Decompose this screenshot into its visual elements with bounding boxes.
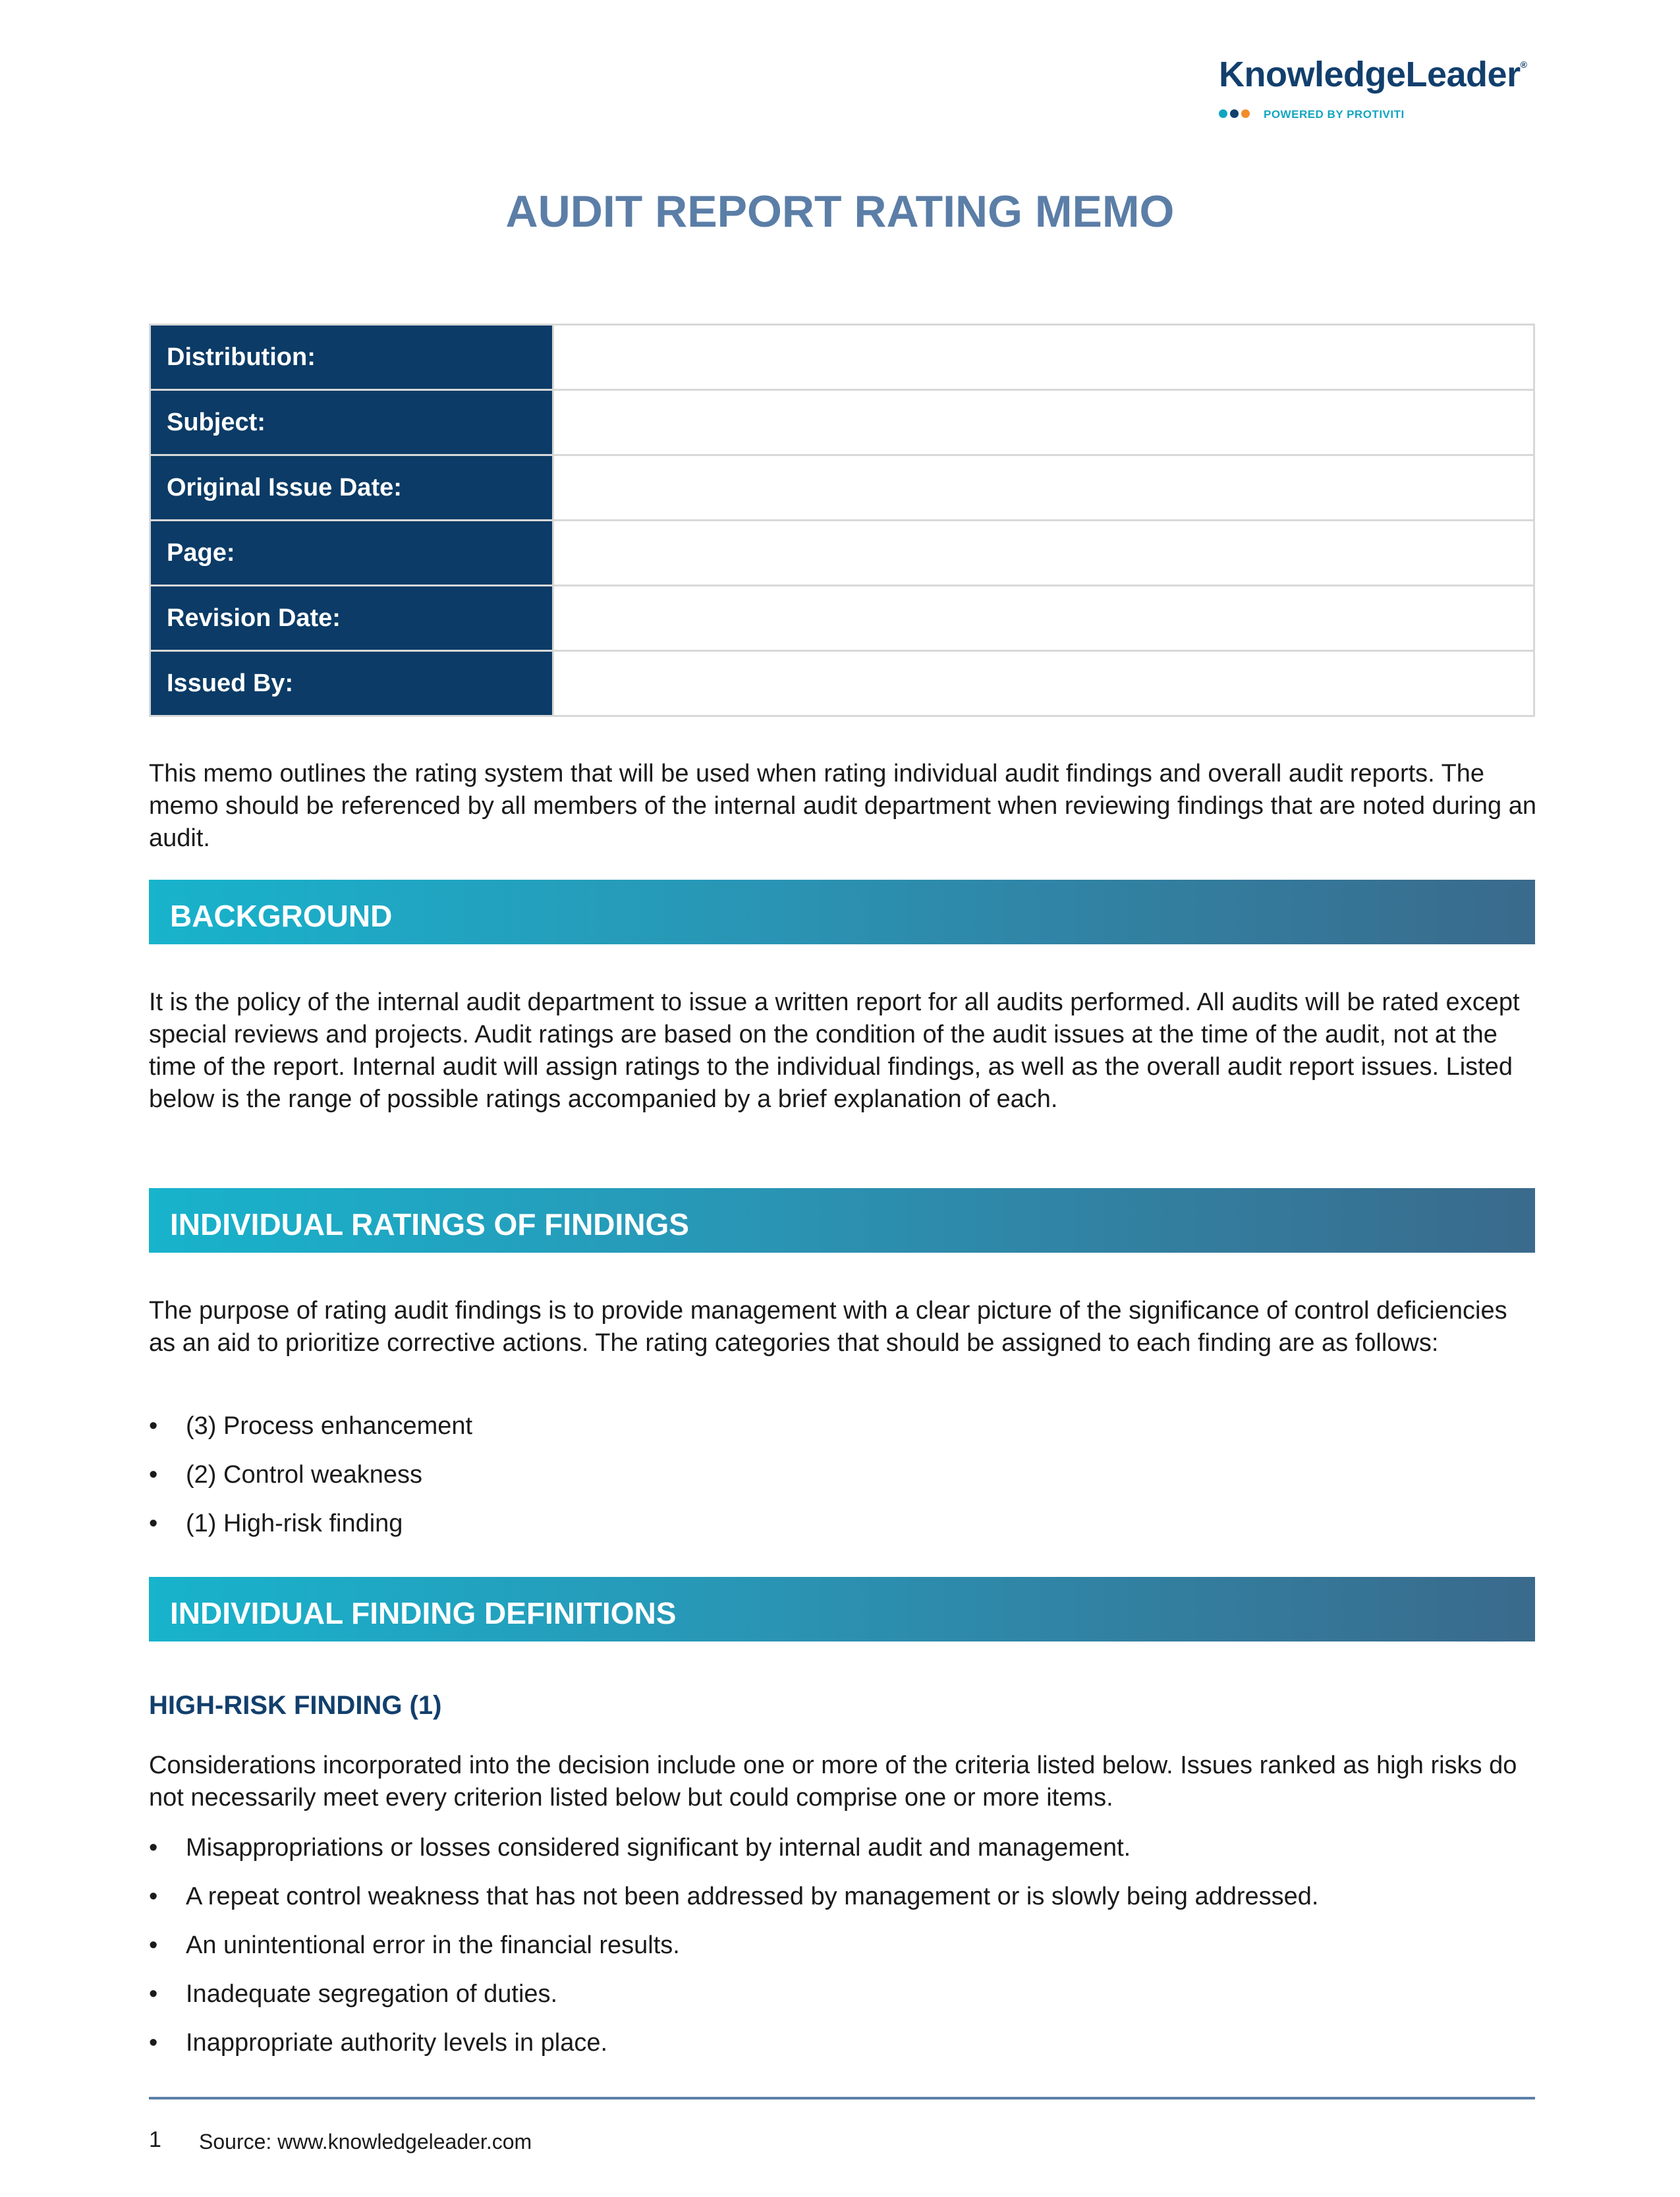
definitions-paragraph: Considerations incorporated into the decision include one or more of the criteria listed below. Issues ranked as high risks do not necessarily meet every criterion listed below but could comprise one or more items. <box>149 1752 1517 1812</box>
list-item: • Misappropriations or losses considered significant by internal audit and management. <box>149 1832 1539 1881</box>
logo-dot-navy <box>1230 109 1239 118</box>
section-heading-ratings: INDIVIDUAL RATINGS OF FINDINGS <box>149 1188 1535 1253</box>
list-item: • A repeat control weakness that has not been addressed by management or is slowly being addressed. <box>149 1881 1539 1929</box>
list-item: • An unintentional error in the financial results. <box>149 1929 1539 1978</box>
original-issue-date-field[interactable] <box>553 455 1534 521</box>
info-row-page <box>150 521 1534 586</box>
page-number: 1 <box>149 2127 161 2152</box>
logo-trademark: ® <box>1520 59 1527 70</box>
info-row-issued-by <box>150 651 1534 716</box>
info-row-revision-date <box>150 586 1534 651</box>
info-label: Subject: <box>150 390 553 455</box>
logo-dots-icon <box>1219 109 1250 118</box>
logo-dot-orange <box>1241 109 1250 118</box>
subheading-high-risk: HIGH-RISK FINDING (1) <box>149 1691 442 1720</box>
info-label: Original Issue Date: <box>150 455 553 521</box>
info-label: Revision Date: <box>150 586 553 651</box>
list-item: • Inappropriate authority levels in place. <box>149 2027 1539 2076</box>
ratings-list <box>149 1410 1539 1556</box>
list-item: • (1) High-risk finding <box>149 1508 1539 1556</box>
subject-field[interactable] <box>553 390 1534 455</box>
info-row-subject <box>150 390 1534 455</box>
logo-tagline: POWERED BY PROTIVITI <box>1264 108 1405 121</box>
footer-divider <box>149 2097 1535 2099</box>
section-heading-background: BACKGROUND <box>149 880 1535 944</box>
info-row-distribution <box>150 325 1534 390</box>
page-field[interactable] <box>553 521 1534 586</box>
info-label: Distribution: <box>150 325 553 390</box>
distribution-field[interactable] <box>553 325 1534 390</box>
info-label: Page: <box>150 521 553 586</box>
logo-name: KnowledgeLeader <box>1219 55 1521 94</box>
ratings-paragraph: The purpose of rating audit findings is to provide management with a clear picture of the significance of control deficiencies as an aid to prioritize corrective actions. The rating categories that should be assigned to each finding are as follows: <box>149 1297 1507 1357</box>
document-title: AUDIT REPORT RATING MEMO <box>505 186 1175 237</box>
intro-paragraph: This memo outlines the rating system that will be used when rating individual audit findings and overall audit reports. The memo should be referenced by all members of the internal audit department when reviewing findings that are noted during an audit. <box>149 760 1537 852</box>
section-heading-definitions: INDIVIDUAL FINDING DEFINITIONS <box>149 1577 1535 1641</box>
criteria-list <box>149 1832 1539 2076</box>
source-note: Source: www.knowledgeleader.com <box>199 2130 532 2154</box>
logo-dot-cyan <box>1219 109 1227 118</box>
knowledgeleader-logo <box>1219 54 1542 127</box>
list-item: • (2) Control weakness <box>149 1459 1539 1508</box>
memo-info-table <box>149 324 1535 717</box>
list-item: • Inadequate segregation of duties. <box>149 1978 1539 2027</box>
issued-by-field[interactable] <box>553 651 1534 716</box>
background-paragraph: It is the policy of the internal audit department to issue a written report for all audits performed. All audits will be rated except special reviews and projects. Audit ratings are based on the condition of the audit issues at the time of the audit, not at the time of the report. Internal audit will assign ratings to the individual findings, as well as the overall audit report issues. Listed below is the range of possible ratings accompanied by a brief explanation of each. <box>149 988 1520 1113</box>
list-item: • (3) Process enhancement <box>149 1410 1539 1459</box>
info-label: Issued By: <box>150 651 553 716</box>
revision-date-field[interactable] <box>553 586 1534 651</box>
info-row-original-issue-date <box>150 455 1534 521</box>
